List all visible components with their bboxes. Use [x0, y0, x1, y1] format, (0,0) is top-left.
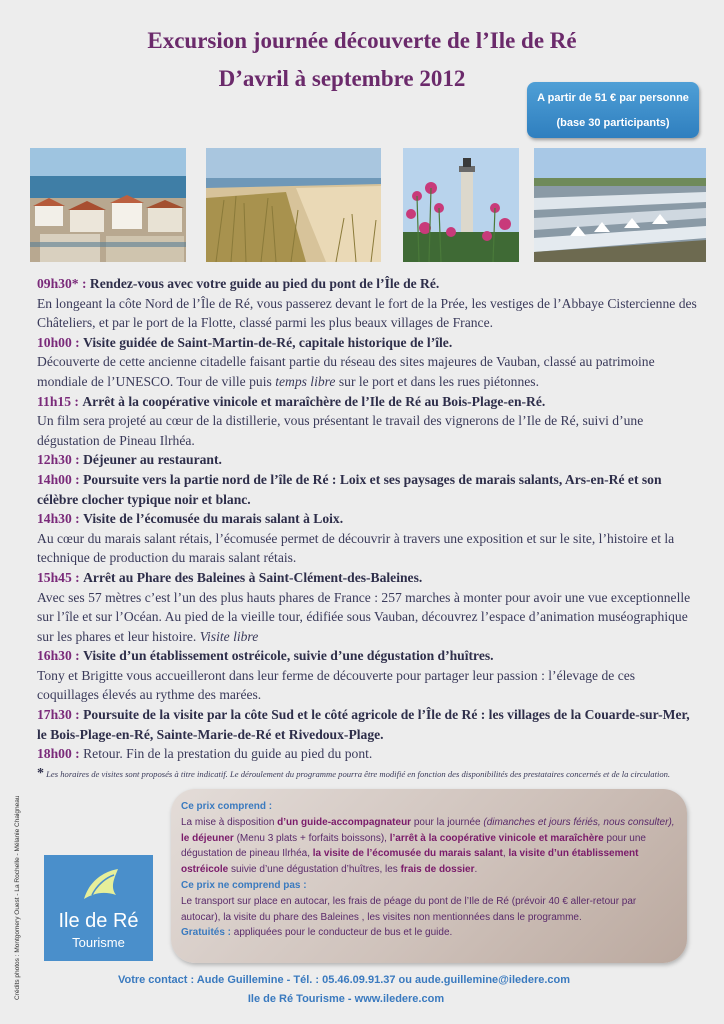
salt-marsh-photo — [534, 148, 706, 262]
free-text: appliquées pour le conducteur de bus et le guide. — [233, 927, 453, 939]
program-item — [37, 333, 697, 392]
program-text: sur le port et dans les rues piétonnes. — [338, 373, 539, 389]
dune-photo — [206, 148, 381, 262]
logo-name: Ile de Ré — [58, 910, 139, 932]
program-time: 16h30 : — [37, 648, 80, 664]
program-title: Rendez-vous avec votre guide au pied du pont de l’Île de Ré. — [89, 276, 440, 291]
includes-text: La mise à disposition d’un guide-accompagnateur pour la journée (dimanches et jours fériés, nous consulter), le déjeuner (Menu 3 plats + forfaits boissons), l’arrêt à la coopérative vinicole et maraîchère pour une dégustation de pineau Ilrhéa, la visite de l’écomusée du marais salant, la visite d’un établissement ostréicole suivie d’une dégustation d’huîtres, les frais de dossier. — [181, 816, 675, 876]
harbour-photo — [30, 148, 186, 262]
photo-credits: Crédits photos : Montgomery Ouest - La Rochelle - Mélanie Chaigneau — [14, 795, 21, 1000]
program-title: Déjeuner au restaurant. — [83, 452, 222, 468]
program-text-italic: Visite libre — [199, 628, 259, 644]
note-text: Les horaires de visites sont proposés à titre indicatif. Le déroulement du programme pourra être modifié en fonction des disponibilités des prestataires concernés et de la circulation. — [46, 768, 671, 779]
program-time: 14h00 : — [37, 471, 80, 487]
program-item — [37, 450, 697, 470]
program-item — [37, 646, 697, 705]
program-title: Visite de l’écomusée du marais salant à Loix. — [83, 511, 344, 527]
free-label: Gratuités : — [181, 927, 232, 939]
program-text: Au cœur du marais salant rétais, l’écomusée permet de découvrir à travers une exposition et sur le site, l’histoire et la technique de production du marais salant rétais. — [37, 530, 675, 566]
program-item — [37, 568, 697, 646]
excludes-text: Le transport sur place en autocar, les frais de péage du pont de l’Ile de Ré (prévoir 40 € aller-retour par autocar), la visite du phare des Baleines , les visites non mentionnées dans le programme. — [181, 895, 637, 923]
program-text: Un film sera projeté au cœur de la distillerie, vous présentant le travail des vignerons de l’Ile de Ré, suivi d’une dégustation de Pineau Ilrhéa. — [37, 413, 644, 448]
program-title: Poursuite vers la partie nord de l’île de Ré : Loix et ses paysages de marais salants, Ars-en-Ré et son célèbre clocher typique noir et blanc. — [37, 471, 662, 507]
program-item — [37, 392, 697, 451]
price-info-box — [171, 789, 687, 963]
flag-icon — [44, 855, 153, 915]
program-item — [37, 509, 697, 568]
program-text: Avec ses 57 mètres c’est l’un des plus hauts phares de France : 257 marches à monter pour avoir une vue exceptionnelle sur l’île et sur l’Océan. Au pied de la vieille tour, édifiée sous Vauban, découvrez l’espace d’animation muséographique sur les phares et leur histoire. — [37, 589, 691, 644]
price-line: A partir de 51 € par personne — [537, 92, 689, 104]
program-time: 12h30 : — [37, 452, 80, 468]
program — [37, 274, 697, 781]
page-subtitle: D’avril à septembre 2012 — [218, 66, 466, 91]
program-text: Retour. Fin de la prestation du guide au pied du pont. — [83, 746, 373, 762]
program-title: Arrêt à la coopérative vinicole et maraîchère de l’Ile de Ré au Bois-Plage-en-Ré. — [82, 393, 546, 409]
program-time: 17h30 : — [37, 707, 80, 723]
note-star: * — [37, 765, 44, 781]
program-time: 15h45 : — [37, 569, 80, 585]
program-time: 14h30 : — [37, 511, 80, 527]
website-line[interactable]: Ile de Ré Tourisme - www.iledere.com — [247, 993, 445, 1005]
price-basis: (base 30 participants) — [556, 117, 670, 129]
program-text: En longeant la côte Nord de l’Île de Ré, vous passerez devant le fort de la Prée, les vestiges de l’Abbaye Cistercienne des Châteliers, et par le port de la Flotte, classé parmi les plus beaux villages de France. — [37, 295, 697, 331]
excludes-label: Ce prix ne comprend pas : — [181, 879, 307, 891]
program-time: 18h00 : — [37, 746, 80, 762]
program-item — [37, 744, 697, 764]
ile-de-re-logo[interactable] — [44, 855, 153, 961]
program-time: 09h30* : — [37, 276, 87, 291]
program-item — [37, 705, 697, 744]
lighthouse-photo — [403, 148, 519, 262]
program-title: Visite d’un établissement ostréicole, suivie d’une dégustation d’huîtres. — [83, 648, 494, 664]
price-badge — [527, 82, 699, 138]
contact-line[interactable]: Votre contact : Aude Guillemine - Tél. : 05.46.09.91.37 ou aude.guillemine@iledere.com — [117, 974, 571, 986]
program-text: Découverte de cette ancienne citadelle faisant partie du réseau des sites majeures de Vauban, classé au patrimoine mondiale de l’UNESCO. Tour de ville puis — [37, 354, 655, 389]
page-title: Excursion journée découverte de l’Ile de Ré — [147, 28, 577, 53]
program-item — [37, 274, 697, 333]
program-title: Visite guidée de Saint-Martin-de-Ré, capitale historique de l’île. — [83, 334, 453, 350]
schedule-note — [37, 767, 697, 781]
includes-label: Ce prix comprend : — [181, 801, 273, 812]
logo-tagline: Tourisme — [72, 935, 125, 950]
program-item — [37, 470, 697, 509]
program-title: Poursuite de la visite par la côte Sud et le côté agricole de l’Île de Ré : les villages de la Couarde-sur-Mer, le Bois-Plage-en-Ré, Sainte-Marie-de-Ré et Rivedoux-Plage. — [37, 707, 690, 742]
program-time: 10h00 : — [37, 334, 80, 350]
program-title: Arrêt au Phare des Baleines à Saint-Clément-des-Baleines. — [83, 569, 423, 585]
program-text-italic: temps libre — [275, 373, 336, 389]
program-time: 11h15 : — [37, 393, 79, 409]
program-text: Tony et Brigitte vous accueilleront dans leur ferme de découverte pour partager leur passion : l’élevage de ces coquillages élevés au rythme des marées. — [37, 667, 636, 703]
